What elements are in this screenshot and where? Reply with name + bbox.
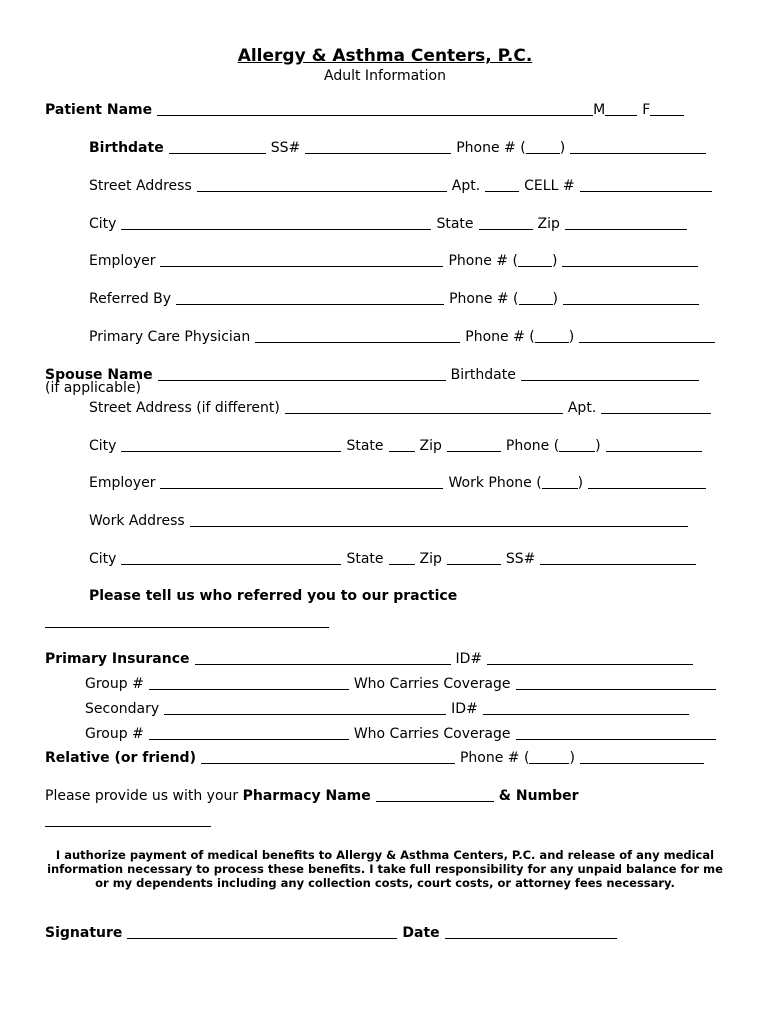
spouse-work-phone-label: Work Phone ( [448, 475, 542, 491]
street-label: Street Address [89, 178, 192, 194]
ss-label: SS# [270, 140, 301, 156]
date-label: Date [402, 925, 440, 941]
spouse-employer-label: Employer [89, 475, 156, 491]
spouse-street-field[interactable] [285, 399, 563, 414]
spouse-state2-field[interactable] [389, 550, 415, 565]
spouse-work-address-row [89, 509, 688, 529]
pharmacy-name-label: Pharmacy Name [242, 788, 371, 804]
spouse-street-label: Street Address (if different) [89, 400, 280, 416]
pcp-phone-field[interactable] [579, 328, 715, 343]
relative-phone-label: Phone # ( [459, 750, 530, 766]
group-label: Group # [85, 676, 144, 692]
pcp-field[interactable] [255, 328, 460, 343]
referred-phone-label: Phone # ( [449, 291, 519, 307]
spouse-phone-paren: ) [595, 438, 601, 454]
spouse-city2-field[interactable] [121, 550, 341, 565]
primary-insurance-label: Primary Insurance [45, 651, 190, 667]
phone-field[interactable] [570, 139, 706, 154]
employer-phone-field[interactable] [562, 252, 698, 267]
male-field[interactable] [605, 101, 637, 116]
pharmacy-number-label: & Number [498, 788, 579, 804]
employer-field[interactable] [160, 252, 443, 267]
coverage2-label: Who Carries Coverage [353, 726, 511, 742]
pharmacy-number-field[interactable] [45, 826, 211, 827]
secondary-id-label: ID# [451, 701, 478, 717]
form-subtitle: Adult Information [324, 68, 446, 84]
secondary-row [85, 697, 689, 717]
apt-field[interactable] [485, 177, 519, 192]
cell-field[interactable] [580, 177, 712, 192]
if-applicable-note: (if applicable) [45, 380, 141, 396]
employer-label: Employer [89, 253, 156, 269]
phone-paren: ) [559, 140, 566, 156]
spouse-zip-field[interactable] [447, 437, 501, 452]
referral-prompt: Please tell us who referred you to our practice [89, 588, 458, 604]
referred-phone-area-field[interactable] [519, 290, 553, 305]
form-title: Allergy & Asthma Centers, P.C. [237, 46, 533, 66]
female-field[interactable] [650, 101, 684, 116]
spouse-state-field[interactable] [389, 437, 415, 452]
group2-label: Group # [85, 726, 144, 742]
spouse-work-address-field[interactable] [190, 512, 688, 527]
group2-row [85, 722, 716, 742]
phone-label: Phone # ( [456, 140, 526, 156]
primary-id-field[interactable] [487, 650, 693, 665]
referred-label: Referred By [89, 291, 172, 307]
spouse-name-row [45, 363, 699, 383]
spouse-state-label: State [346, 438, 384, 454]
relative-phone-paren: ) [569, 750, 575, 766]
spouse-work-phone-field[interactable] [588, 474, 706, 489]
patient-name-label: Patient Name [45, 102, 153, 118]
spouse-city2-row [89, 547, 696, 567]
secondary-label: Secondary [85, 701, 160, 717]
referred-phone-field[interactable] [563, 290, 699, 305]
relative-phone-area-field[interactable] [529, 749, 569, 764]
zip-label: Zip [537, 216, 560, 232]
spouse-street-row [89, 396, 711, 416]
spouse-apt-label: Apt. [567, 400, 597, 416]
spouse-employer-row [89, 471, 706, 491]
employer-phone-paren: ) [551, 253, 558, 269]
signature-field[interactable] [127, 924, 397, 939]
primary-id-label: ID# [455, 651, 483, 667]
spouse-ss-label: SS# [505, 551, 536, 567]
apt-label: Apt. [451, 178, 481, 194]
primary-insurance-field[interactable] [195, 650, 451, 665]
spouse-state2-label: State [346, 551, 384, 567]
phone-area-field[interactable] [526, 139, 560, 154]
spouse-name-label: Spouse Name [45, 367, 153, 383]
pharmacy-prefix: Please provide us with your [45, 788, 243, 804]
street-row [89, 174, 712, 194]
spouse-city2-label: City [89, 551, 117, 567]
spouse-apt-field[interactable] [601, 399, 711, 414]
birthdate-field[interactable] [169, 139, 266, 154]
spouse-birthdate-field[interactable] [521, 366, 699, 381]
female-label: F [642, 102, 651, 118]
state-label: State [436, 216, 474, 232]
male-label: M [593, 102, 606, 118]
spouse-city-field[interactable] [121, 437, 341, 452]
employer-phone-area-field[interactable] [518, 252, 552, 267]
spouse-zip2-label: Zip [419, 551, 442, 567]
birthdate-label: Birthdate [89, 140, 164, 156]
city-row [89, 212, 687, 232]
referred-row [89, 287, 699, 307]
spouse-phone-label: Phone ( [505, 438, 560, 454]
spouse-phone-field[interactable] [606, 437, 702, 452]
pcp-label: Primary Care Physician [89, 329, 251, 345]
referral-row [89, 584, 457, 604]
spouse-city-row [89, 434, 702, 454]
spouse-phone-area-field[interactable] [559, 437, 595, 452]
coverage2-field[interactable] [516, 725, 716, 740]
spouse-zip2-field[interactable] [447, 550, 501, 565]
date-field[interactable] [445, 924, 617, 939]
referred-field[interactable] [176, 290, 444, 305]
authorization-text: I authorize payment of medical benefits to Allergy & Asthma Centers, P.C. and release of any medical information necessary to process these benefits. I take full responsibility for any unpaid balance for me or my dependents including any collection costs, court costs, or attorney fees necessary. [47, 848, 723, 890]
spouse-birthdate-label: Birthdate [450, 367, 516, 383]
relative-row [45, 746, 704, 766]
spouse-work-address-label: Work Address [89, 513, 185, 529]
spouse-city-label: City [89, 438, 117, 454]
secondary-field[interactable] [164, 700, 446, 715]
relative-phone-field[interactable] [580, 749, 704, 764]
group2-field[interactable] [149, 725, 349, 740]
spouse-ss-field[interactable] [540, 550, 696, 565]
pcp-phone-paren: ) [568, 329, 575, 345]
zip-field[interactable] [565, 215, 687, 230]
city-label: City [89, 216, 117, 232]
pcp-row [89, 325, 715, 345]
spouse-work-phone-paren: ) [577, 475, 584, 491]
coverage-label: Who Carries Coverage [353, 676, 511, 692]
referred-phone-paren: ) [552, 291, 558, 307]
ss-field[interactable] [305, 139, 451, 154]
referral-field[interactable] [45, 627, 329, 628]
pharmacy-name-field[interactable] [376, 787, 494, 802]
street-field[interactable] [197, 177, 447, 192]
pharmacy-row [45, 784, 579, 804]
birthdate-row [89, 136, 706, 156]
cell-label: CELL # [524, 178, 575, 194]
spouse-zip-label: Zip [419, 438, 442, 454]
pcp-phone-area-field[interactable] [535, 328, 569, 343]
spouse-work-phone-area-field[interactable] [542, 474, 578, 489]
relative-label: Relative (or friend) [45, 750, 196, 766]
patient-name-field[interactable] [157, 101, 593, 116]
state-field[interactable] [479, 215, 533, 230]
city-field[interactable] [121, 215, 431, 230]
employer-phone-label: Phone # ( [448, 253, 518, 269]
group-field[interactable] [149, 675, 349, 690]
employer-row [89, 249, 698, 269]
signature-row [45, 921, 617, 941]
primary-insurance-row [45, 647, 693, 667]
group-row [85, 672, 716, 692]
relative-field[interactable] [201, 749, 455, 764]
pcp-phone-label: Phone # ( [465, 329, 535, 345]
spouse-name-field[interactable] [158, 366, 446, 381]
spouse-employer-field[interactable] [160, 474, 443, 489]
patient-name-row [45, 98, 684, 118]
coverage-field[interactable] [516, 675, 716, 690]
signature-label: Signature [45, 925, 123, 941]
secondary-id-field[interactable] [483, 700, 689, 715]
